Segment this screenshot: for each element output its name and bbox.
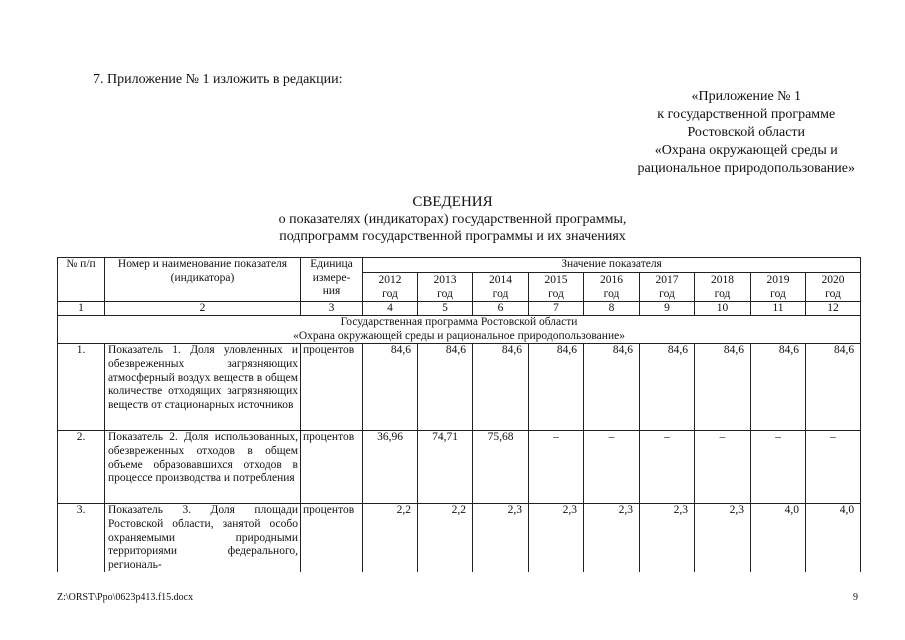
- appendix-line: «Охрана окружающей среды и: [654, 143, 838, 158]
- footer-file-path: Z:\ORST\Ppo\0623p413.f15.docx: [57, 592, 194, 603]
- col-number: 5: [418, 301, 473, 316]
- row-value: –: [751, 431, 806, 504]
- row-value: 2,3: [640, 504, 695, 572]
- header-year: 2020 год: [806, 272, 861, 301]
- header-year: 2017 год: [640, 272, 695, 301]
- row-value: –: [695, 431, 751, 504]
- header-year: 2019 год: [751, 272, 806, 301]
- row-value: 2,3: [473, 504, 529, 572]
- col-number: 2: [105, 301, 301, 316]
- col-number: 6: [473, 301, 529, 316]
- row-value: –: [806, 431, 861, 504]
- header-values: Значение показателя: [363, 258, 861, 273]
- row-value: 84,6: [751, 344, 806, 431]
- table-row: [58, 504, 861, 572]
- row-num: 2.: [58, 431, 105, 504]
- col-number: 12: [806, 301, 861, 316]
- header-year: 2014 год: [473, 272, 529, 301]
- col-number: 1: [58, 301, 105, 316]
- document-heading: [0, 194, 905, 245]
- row-value: 84,6: [806, 344, 861, 431]
- row-value: 2,3: [584, 504, 640, 572]
- row-name: Показатель 1. Доля уловленных и обезвреженных загрязняющих атмосферный воздух веществ в общем количестве отходящих загрязняющих веществ от стационарных источников: [105, 344, 301, 431]
- row-num: 3.: [58, 504, 105, 572]
- col-number: 11: [751, 301, 806, 316]
- col-number: 10: [695, 301, 751, 316]
- appendix-line: к государственной программе: [657, 107, 836, 122]
- row-value: 2,2: [363, 504, 418, 572]
- row-value: 2,3: [695, 504, 751, 572]
- table-row: [58, 431, 861, 504]
- row-value: 2,2: [418, 504, 473, 572]
- row-name: Показатель 2. Доля использованных, обезвреженных отходов в общем объеме образовавшихся отходов в процессе производства и потребления: [105, 431, 301, 504]
- row-value: 4,0: [806, 504, 861, 572]
- header-num: № п/п: [58, 258, 105, 302]
- header-unit: [301, 258, 363, 302]
- row-value: –: [584, 431, 640, 504]
- row-value: 84,6: [363, 344, 418, 431]
- header-year: 2013 год: [418, 272, 473, 301]
- indicators-table: [57, 257, 861, 572]
- header-name: Номер и наименование показателя (индикатора): [105, 258, 301, 302]
- program-title-line: «Охрана окружающей среды и рациональное природопользование»: [293, 329, 625, 342]
- header-unit-line: Единица: [310, 258, 353, 270]
- footer-page-number: 9: [853, 592, 858, 603]
- row-value: 84,6: [695, 344, 751, 431]
- row-value: –: [529, 431, 584, 504]
- row-num: 1.: [58, 344, 105, 431]
- heading-subtitle: подпрограмм государственной программы и их значениях: [279, 229, 626, 244]
- header-unit-line: ния: [322, 285, 341, 298]
- col-number: 8: [584, 301, 640, 316]
- row-value: 4,0: [751, 504, 806, 572]
- row-unit: процентов: [301, 504, 363, 572]
- appendix-line: рациональное природопользование»: [637, 161, 855, 176]
- col-number: 9: [640, 301, 695, 316]
- row-unit: процентов: [301, 431, 363, 504]
- program-title: [58, 316, 861, 344]
- row-value: 84,6: [640, 344, 695, 431]
- row-value: 84,6: [418, 344, 473, 431]
- row-value: 84,6: [584, 344, 640, 431]
- heading-subtitle: о показателях (индикаторах) государственной программы,: [278, 212, 627, 227]
- col-number: 3: [301, 301, 363, 316]
- header-year: 2018 год: [695, 272, 751, 301]
- intro-text: 7. Приложение № 1 изложить в редакции:: [93, 72, 343, 87]
- program-row: [58, 316, 861, 344]
- col-number: 4: [363, 301, 418, 316]
- row-value: 84,6: [473, 344, 529, 431]
- col-number: 7: [529, 301, 584, 316]
- header-year: 2015 год: [529, 272, 584, 301]
- heading-title: СВЕДЕНИЯ: [412, 194, 493, 210]
- row-value: 75,68: [473, 431, 529, 504]
- appendix-line: «Приложение № 1: [691, 89, 802, 104]
- header-year: 2012 год: [363, 272, 418, 301]
- row-value: 2,3: [529, 504, 584, 572]
- row-value: 74,71: [418, 431, 473, 504]
- row-unit: процентов: [301, 344, 363, 431]
- row-value: 36,96: [363, 431, 418, 504]
- row-value: –: [640, 431, 695, 504]
- row-value: 84,6: [529, 344, 584, 431]
- appendix-line: Ростовской области: [687, 125, 806, 140]
- program-title-line: Государственная программа Ростовской области: [340, 316, 578, 329]
- header-row: [58, 258, 861, 273]
- appendix-caption: [638, 88, 855, 178]
- table-row: [58, 344, 861, 431]
- header-unit-line: измере-: [312, 271, 351, 284]
- column-numbers-row: [58, 301, 861, 316]
- row-name: Показатель 3. Доля площади Ростовской области, занятой особо охраняемыми природными территориями федерального, региональ-: [105, 504, 301, 572]
- header-year: 2016 год: [584, 272, 640, 301]
